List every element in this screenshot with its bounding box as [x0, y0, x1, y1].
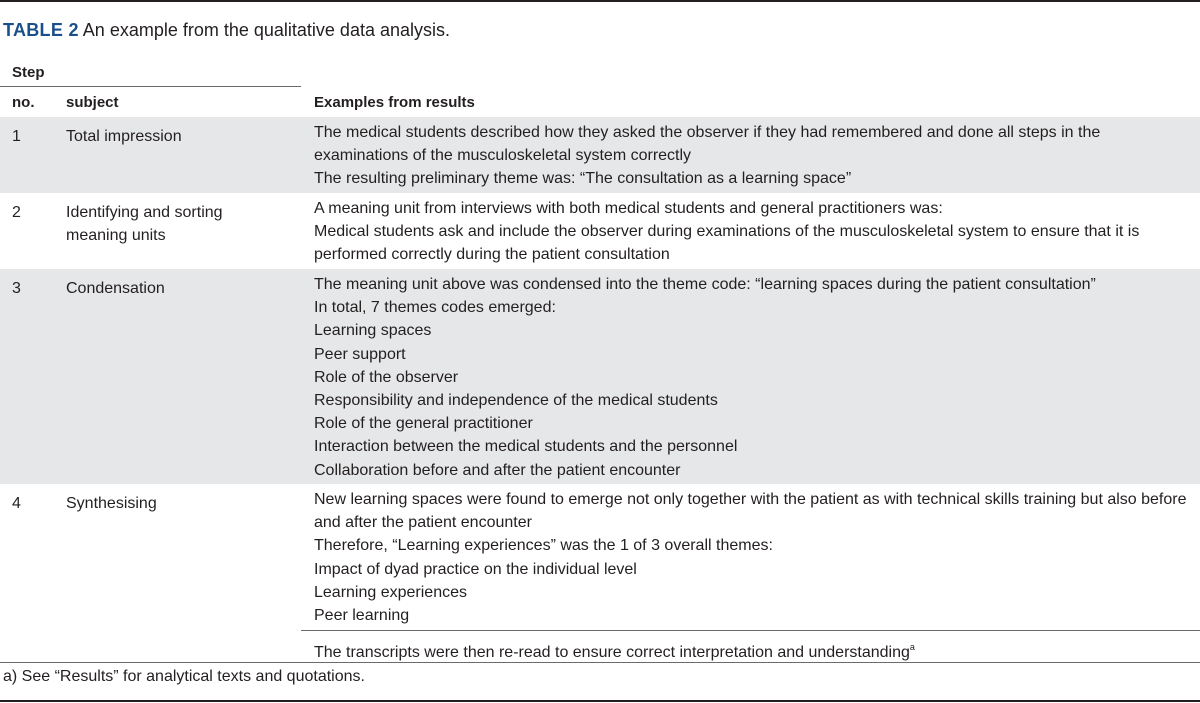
example-line: Responsibility and independence of the medical students	[314, 392, 718, 410]
header-no: no.	[12, 94, 35, 111]
step-number: 2	[12, 204, 21, 221]
header-examples: Examples from results	[314, 94, 475, 111]
example-line: Impact of dyad practice on the individual level	[314, 560, 637, 578]
example-line: Learning experiences	[314, 583, 467, 601]
table-row	[0, 193, 1200, 269]
example-line: Medical students ask and include the observer during examinations of the musculoskeletal system to ensure that it is performed correctly during the patient consultation	[314, 223, 1144, 264]
example-line: A meaning unit from interviews with both medical students and general practitioners was:	[314, 200, 943, 217]
example-line: Collaboration before and after the patient encounter	[314, 461, 681, 479]
table-top-rule	[0, 0, 1200, 2]
example-line: Role of the general practitioner	[314, 415, 533, 433]
header-step: Step	[12, 64, 45, 81]
example-line: Peer learning	[314, 607, 410, 625]
table-caption	[3, 19, 450, 41]
table-caption-text: An example from the qualitative data analysis.	[82, 20, 450, 40]
step-examples	[314, 488, 1194, 627]
header-subject: subject	[66, 94, 119, 111]
table-bottom-rule	[0, 700, 1200, 702]
example-line: Learning spaces	[314, 322, 432, 340]
step-subject: Synthesising	[66, 495, 157, 512]
step-examples	[314, 121, 1194, 191]
step-subject: Condensation	[66, 280, 165, 297]
example-line: The medical students described how they asked the observer if they had remembered and done all steps in the examinations of the musculoskeletal system correctly	[314, 124, 1105, 165]
step-examples	[314, 197, 1194, 267]
example-line: In total, 7 themes codes emerged:	[314, 299, 556, 317]
transcripts-note	[314, 637, 915, 663]
example-line: Interaction between the medical students and the personnel	[314, 438, 738, 456]
transcripts-text: The transcripts were then re-read to ensure correct interpretation and understanding	[314, 644, 910, 661]
table-row	[0, 269, 1200, 484]
step-subject: Identifying and sorting meaning units	[66, 204, 223, 245]
example-line: New learning spaces were found to emerge not only together with the patient as with technical skills training but also before and after the patient encounter	[314, 491, 1191, 532]
example-line: Role of the observer	[314, 368, 459, 386]
footnote-rule	[0, 662, 1200, 663]
transcripts-rule	[301, 630, 1200, 631]
example-line: Therefore, “Learning experiences” was the 1 of 3 overall themes:	[314, 537, 773, 555]
example-line: The meaning unit above was condensed into the theme code: “learning spaces during the patient consultation”	[314, 276, 1096, 293]
header-step-rule	[0, 86, 301, 87]
example-line: Peer support	[314, 345, 406, 363]
table-footnote: a) See “Results” for analytical texts and quotations.	[3, 668, 365, 685]
step-number: 3	[12, 280, 21, 297]
table-row	[0, 484, 1200, 630]
example-line: The resulting preliminary theme was: “The consultation as a learning space”	[314, 170, 852, 188]
footnote-marker: a	[909, 642, 915, 652]
step-number: 4	[12, 495, 21, 512]
table-caption-label: TABLE 2	[3, 20, 79, 40]
step-examples	[314, 273, 1194, 482]
table-row	[0, 117, 1200, 193]
step-number: 1	[12, 128, 21, 145]
step-subject: Total impression	[66, 128, 182, 145]
